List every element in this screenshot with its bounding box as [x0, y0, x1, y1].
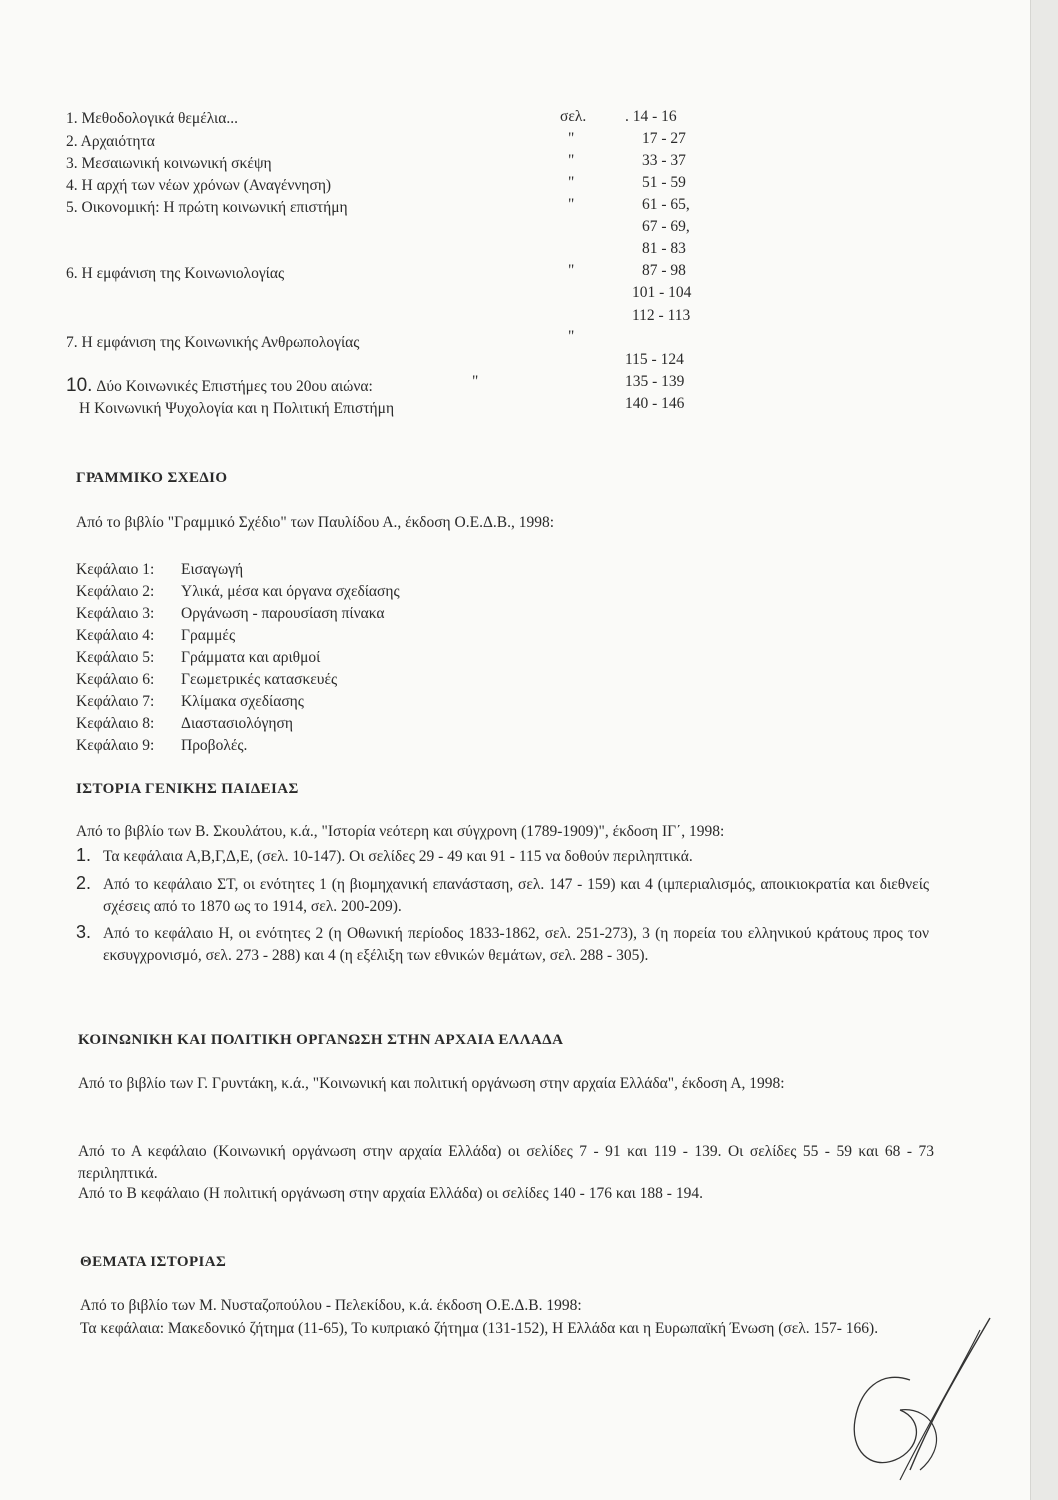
toc-title-7: 7. Η εμφάνιση της Κοινωνικής Ανθρωπολογίας — [66, 334, 360, 351]
toc-pages-6: 87 - 98 — [642, 262, 686, 279]
signature-stroke — [900, 1410, 937, 1470]
signature-stroke — [900, 1330, 980, 1480]
chapter-title: Υλικά, μέσα και όργανα σχεδίασης — [181, 583, 400, 600]
section-heading-history-general: ΙΣΤΟΡΙΑ ΓΕΝΙΚΗΣ ΠΑΙΔΕΙΑΣ — [76, 781, 299, 797]
toc-mark-5: " — [568, 196, 575, 213]
social-org-source: Από το βιβλίο των Γ. Γρυντάκη, κ.ά., "Κοινωνική και πολιτική οργάνωση στην αρχαία Ελλάδα", έκδοση Α, 1998: — [78, 1075, 785, 1092]
chapter-title: Οργάνωση - παρουσίαση πίνακα — [181, 605, 385, 622]
toc-title-4: 4. Η αρχή των νέων χρόνων (Αναγέννηση) — [66, 177, 332, 194]
toc-item-10 — [66, 375, 373, 397]
signature-stroke — [910, 1318, 990, 1470]
toc-pages-10a: 135 - 139 — [625, 373, 685, 390]
toc-title-5: 5. Οικονομική: Η πρώτη κοινωνική επιστήμη — [66, 199, 348, 216]
toc-title-10-line2: Η Κοινωνική Ψυχολογία και η Πολιτική Επιστήμη — [79, 400, 395, 417]
chapter-label: Κεφάλαιο 5: — [76, 649, 155, 666]
chapter-label: Κεφάλαιο 2: — [76, 583, 155, 600]
toc-mark-3: " — [568, 152, 575, 169]
toc-pages-4: 51 - 59 — [642, 174, 686, 191]
history-topics-source: Από το βιβλίο των Μ. Νυσταζοπούλου - Πελεκίδου, κ.ά. έκδοση Ο.Ε.Δ.Β. 1998: — [80, 1297, 582, 1314]
toc-pages-5: 61 - 65, — [642, 196, 690, 213]
chapter-label: Κεφάλαιο 7: — [76, 693, 155, 710]
toc-mark-4: " — [568, 174, 575, 191]
toc-mark-6: " — [568, 262, 575, 279]
toc-number-10: 10. — [66, 375, 93, 396]
section-heading-social-org: ΚΟΙΝΩΝΙΚΗ ΚΑΙ ΠΟΛΙΤΙΚΗ ΟΡΓΑΝΩΣΗ ΣΤΗΝ ΑΡΧΑΙΑ ΕΛΛΑΔΑ — [78, 1032, 564, 1048]
chapter-title: Γραμμές — [181, 627, 236, 644]
chapter-title: Εισαγωγή — [181, 561, 244, 578]
chapter-label: Κεφάλαιο 8: — [76, 715, 155, 732]
toc-mark-7: " — [568, 328, 575, 345]
toc-mark-2: " — [568, 130, 575, 147]
list-item-text: Τα κεφάλαια Α,Β,Γ,Δ,Ε, (σελ. 10-147). Οι σελίδες 29 - 49 και 91 - 115 να δοθούν περιληπτικά. — [103, 848, 693, 865]
toc-title-2: 2. Αρχαιότητα — [66, 133, 155, 150]
toc-pages-1: . 14 - 16 — [625, 108, 677, 125]
toc-pages-6b: 101 - 104 — [632, 284, 692, 301]
section-heading-drawing: ΓΡΑΜΜΙΚΟ ΣΧΕΔΙΟ — [76, 470, 228, 486]
signature — [840, 1310, 1000, 1490]
chapter-title: Κλίμακα σχεδίασης — [181, 693, 304, 710]
toc-title-3: 3. Μεσαιωνική κοινωνική σκέψη — [66, 155, 272, 172]
drawing-source: Από το βιβλίο "Γραμμικό Σχέδιο" των Παυλίδου Α., έκδοση Ο.Ε.Δ.Β., 1998: — [76, 514, 555, 531]
list-item-text: Από το κεφάλαιο Η, οι ενότητες 2 (η Οθωνική περίοδος 1833-1862, σελ. 251-273), 3 (η πορεία του ελληνικού κράτους προς τον εκσυγχρονισμό, σελ. 273 - 288) και 4 (η εξέλιξη των εθνικών θεμάτων, σελ. 288 - 305). — [103, 925, 929, 964]
chapter-label: Κεφάλαιο 1: — [76, 561, 155, 578]
chapter-title: Προβολές. — [181, 737, 248, 754]
toc-mark-10: " — [472, 373, 479, 390]
list-item-number: 2. — [76, 873, 92, 893]
toc-pages-6c: 112 - 113 — [632, 307, 691, 324]
list-item-text: Από το κεφάλαιο ΣΤ, οι ενότητες 1 (η βιομηχανική επανάσταση, σελ. 147 - 159) και 4 (ιμπεριαλισμός, αποικιοκρατία και διεθνείς σχέσεις από το 1870 ως το 1914, σελ. 200-209). — [103, 876, 929, 915]
toc-pages-5b: 67 - 69, — [642, 218, 690, 235]
chapter-label: Κεφάλαιο 3: — [76, 605, 155, 622]
toc-pages-5c: 81 - 83 — [642, 240, 686, 257]
list-item-number: 3. — [76, 922, 92, 942]
social-org-chapter-a: Από το Α κεφάλαιο (Κοινωνική οργάνωση στην αρχαία Ελλάδα) οι σελίδες 7 - 91 και 119 - 139. Οι σελίδες 55 - 59 και 68 - 73 περιληπτικά. — [78, 1143, 934, 1182]
toc-title-10-line1: Δύο Κοινωνικές Επιστήμες του 20ου αιώνα: — [96, 378, 373, 395]
list-item-number: 1. — [76, 845, 92, 865]
section-heading-history-topics: ΘΕΜΑΤΑ ΙΣΤΟΡΙΑΣ — [80, 1254, 227, 1270]
chapter-label: Κεφάλαιο 9: — [76, 737, 155, 754]
signature-stroke — [854, 1377, 916, 1462]
chapter-label: Κεφάλαιο 6: — [76, 671, 155, 688]
history-topics-chapters: Τα κεφάλαια: Μακεδονικό ζήτημα (11-65), Το κυπριακό ζήτημα (131-152), Η Ελλάδα και η Ευρωπαϊκή Ένωση (σελ. 157- 166). — [80, 1320, 879, 1337]
history-general-source: Από το βιβλίο των Β. Σκουλάτου, κ.ά., "Ιστορία νεότερη και σύγχρονη (1789-1909)", έκδοση ΙΓ΄, 1998: — [76, 823, 725, 840]
toc-mark-1: σελ. — [560, 108, 587, 125]
toc-title-1: 1. Μεθοδολογικά θεμέλια... — [66, 110, 238, 127]
chapter-title: Γεωμετρικές κατασκευές — [181, 671, 338, 688]
page-edge — [1030, 0, 1058, 1500]
chapter-title: Γράμματα και αριθμοί — [181, 649, 321, 666]
toc-pages-10b: 140 - 146 — [625, 395, 685, 412]
toc-pages-3: 33 - 37 — [642, 152, 686, 169]
toc-title-6: 6. Η εμφάνιση της Κοινωνιολογίας — [66, 265, 285, 282]
toc-pages-2: 17 - 27 — [642, 130, 686, 147]
chapter-title: Διαστασιολόγηση — [181, 715, 293, 732]
chapter-label: Κεφάλαιο 4: — [76, 627, 155, 644]
toc-pages-7: 115 - 124 — [625, 351, 684, 368]
social-org-chapter-b: Από το Β κεφάλαιο (Η πολιτική οργάνωση στην αρχαία Ελλάδα) οι σελίδες 140 - 176 και 188 - 194. — [78, 1185, 703, 1202]
